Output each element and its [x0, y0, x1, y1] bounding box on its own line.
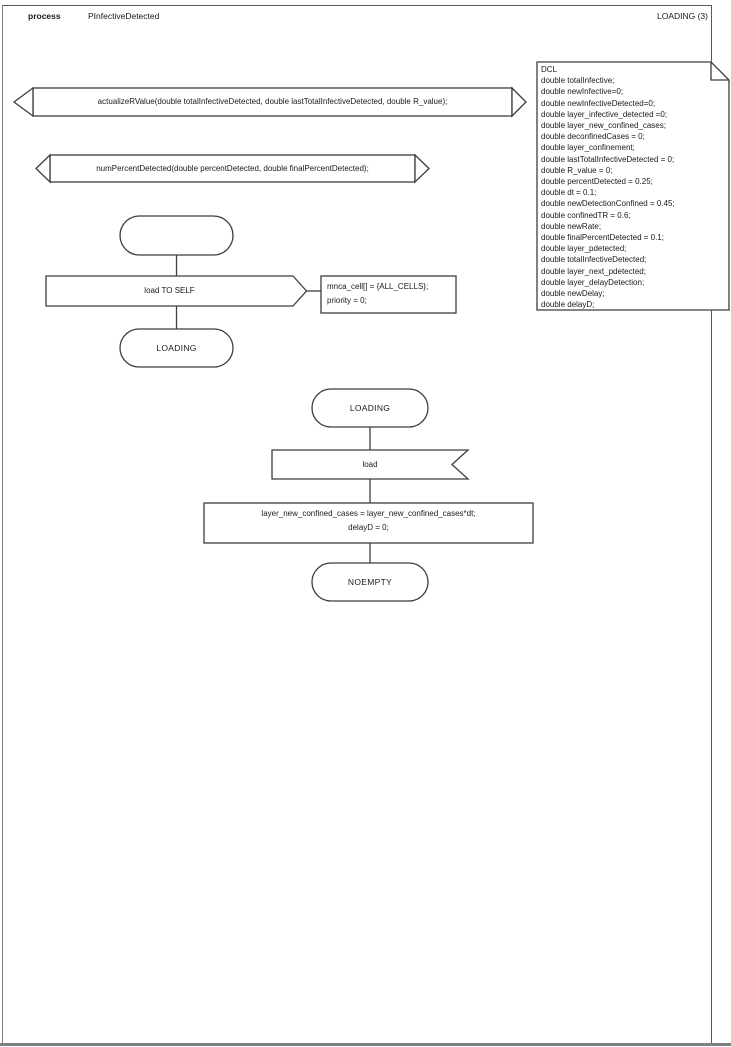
diagram-kind-label: process	[28, 11, 61, 21]
start-state-shape	[120, 216, 233, 255]
signal-declaration-1-left-point	[14, 88, 33, 116]
signal-declaration-2-left-point	[36, 155, 50, 182]
signal-declaration-2-right-point	[415, 155, 429, 182]
dcl-line: double layer_delayDetection;	[541, 277, 645, 287]
dcl-line: double totalInfectiveDetected;	[541, 255, 647, 265]
dcl-line: double newRate;	[541, 221, 602, 231]
input-load-text: load	[362, 459, 378, 469]
dcl-title: DCL	[541, 65, 558, 74]
dcl-line: double layer_confinement;	[541, 143, 635, 153]
dcl-line: double layer_pdetected;	[541, 244, 627, 254]
dcl-line: double dt = 0.1;	[541, 188, 597, 198]
dcl-note-text	[541, 64, 725, 310]
dcl-line: double percentDetected = 0.25;	[541, 177, 653, 187]
dcl-line: double newInfective=0;	[541, 87, 624, 97]
output-load-to-self-text: load TO SELF	[144, 286, 195, 295]
signal-declaration-2-text: numPercentDetected(double percentDetected, double finalPercentDetected);	[96, 163, 369, 173]
state-noempty-text: NOEMPTY	[347, 577, 393, 587]
task-line-2: delayD = 0;	[348, 522, 389, 532]
dcl-line: double layer_next_pdetected;	[541, 266, 646, 276]
dcl-line: double delayD;	[541, 300, 595, 310]
page-state-label: LOADING (3)	[656, 11, 708, 21]
dcl-line: double newDetectionConfined = 0.45;	[541, 199, 675, 209]
process-name: PInfectiveDetected	[88, 11, 160, 21]
signal-declaration-1-right-point	[512, 88, 526, 116]
state-loading-2-text: LOADING	[349, 403, 391, 413]
dcl-line: double layer_new_confined_cases;	[541, 121, 666, 131]
comment-line-1: mnca_cell[] = {ALL_CELLS};	[327, 282, 429, 291]
state-loading-1-text: LOADING	[156, 343, 197, 353]
dcl-line: double totalInfective;	[541, 76, 615, 86]
dcl-line: double deconfinedCases = 0;	[541, 132, 645, 142]
dcl-line: double layer_infective_detected =0;	[541, 109, 668, 119]
signal-declaration-1-text: actualizeRValue(double totalInfectiveDetected, double lastTotalInfectiveDetected, double R_value);	[97, 97, 448, 106]
dcl-line: double finalPercentDetected = 0.1;	[541, 233, 664, 243]
task-line-1: layer_new_confined_cases = layer_new_confined_cases*dt;	[261, 509, 476, 518]
dcl-line: double confinedTR = 0.6;	[541, 210, 631, 220]
task-text	[204, 507, 533, 534]
dcl-line: double newDelay;	[541, 289, 605, 299]
dcl-line: double newInfectiveDetected=0;	[541, 98, 656, 108]
dcl-line: double lastTotalInfectiveDetected = 0;	[541, 154, 675, 164]
dcl-line: double R_value = 0;	[541, 165, 613, 175]
dcl-lines	[541, 75, 725, 310]
comment-line-2: priority = 0;	[327, 295, 367, 305]
comment-text	[327, 280, 453, 307]
